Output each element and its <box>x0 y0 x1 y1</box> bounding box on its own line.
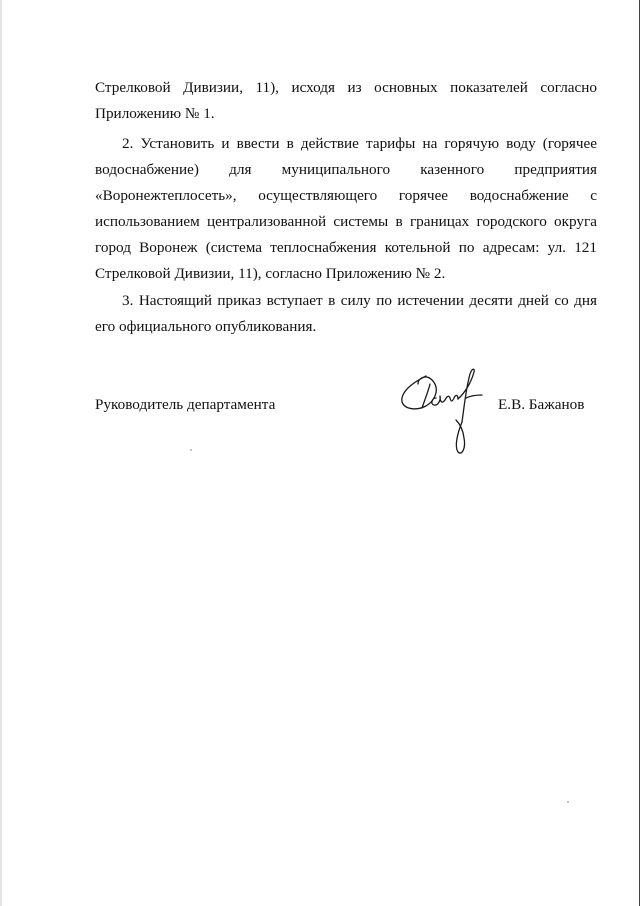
text-line: водоснабжение) для муниципального казенного предприятия <box>95 161 597 178</box>
paragraph-3 <box>95 288 597 340</box>
text-line: «Воронежтеплосеть», осуществляющего горячее водоснабжение с <box>95 187 597 204</box>
paragraph-continuation <box>95 75 597 127</box>
signature-block <box>95 392 597 418</box>
text-line: 3. Настоящий приказ вступает в силу по истечении десяти дней со дня <box>122 292 597 309</box>
text-line: его официального опубликования. <box>95 318 317 335</box>
scan-left-edge <box>0 0 2 906</box>
signatory-name: Е.В. Бажанов <box>498 396 585 413</box>
scan-speck <box>190 449 192 451</box>
text-line: использованием централизованной системы в границах городского округа <box>95 213 597 230</box>
text-line: Стрелковой Дивизии, 11), исходя из основных показателей согласно <box>95 79 597 96</box>
text-line: Приложению № 1. <box>95 105 215 122</box>
text-line: город Воронеж (система теплоснабжения котельной по адресам: ул. 121 <box>95 239 597 256</box>
signatory-title: Руководитель департамента <box>95 396 276 413</box>
text-line: Стрелковой Дивизии, 11), согласно Приложению № 2. <box>95 265 446 282</box>
paragraph-2 <box>95 131 597 287</box>
handwritten-signature <box>396 362 492 458</box>
text-line: 2. Установить и ввести в действие тарифы на горячую воду (горячее <box>122 135 597 152</box>
scan-speck <box>567 801 569 803</box>
